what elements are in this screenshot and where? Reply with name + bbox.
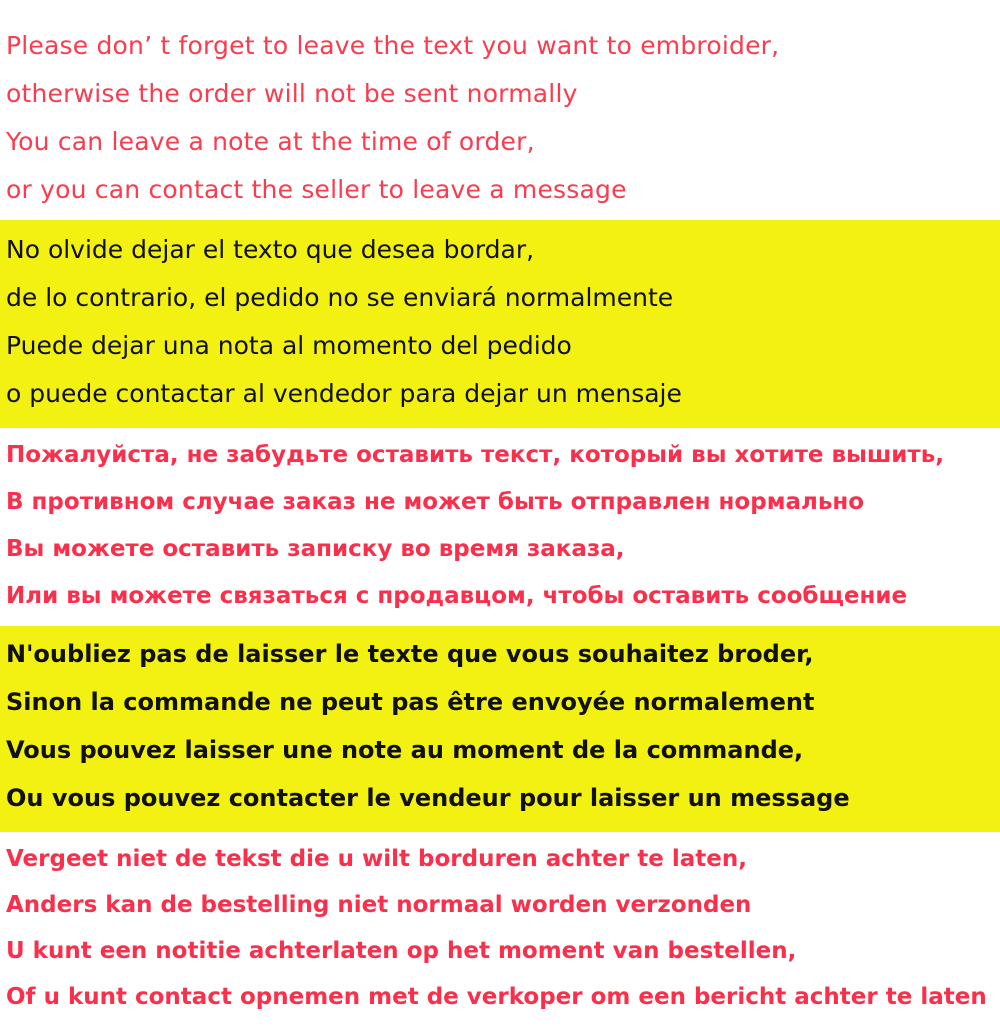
notice-line: Sinon la commande ne peut pas être envoyée normalement <box>6 688 815 716</box>
notice-line: Ou vous pouvez contacter le vendeur pour laisser un message <box>6 784 850 812</box>
notice-line: No olvide dejar el texto que desea bordar, <box>6 235 535 264</box>
notice-line: de lo contrario, el pedido no se enviará normalmente <box>6 283 674 312</box>
notice-line: В противном случае заказ не может быть отправлен нормально <box>6 489 865 515</box>
notice-line: Puede dejar una nota al momento del pedido <box>6 331 572 360</box>
notice-block-russian <box>0 428 1000 626</box>
notice-line: Vous pouvez laisser une note au moment de la commande, <box>6 736 804 764</box>
notice-line: Вы можете оставить записку во время заказа, <box>6 536 625 562</box>
notice-line: Пожалуйста, не забудьте оставить текст, который вы хотите вышить, <box>6 442 945 468</box>
notice-line: o puede contactar al vendedor para dejar un mensaje <box>6 379 682 408</box>
notice-line: You can leave a note at the time of order, <box>6 127 535 156</box>
notice-line: U kunt een notitie achterlaten op het moment van bestellen, <box>6 938 797 964</box>
notice-line: Of u kunt contact opnemen met de verkoper om een bericht achter te laten <box>6 984 987 1010</box>
notice-block-french <box>0 626 1000 832</box>
notice-line: N'oubliez pas de laisser le texte que vous souhaitez broder, <box>6 640 814 668</box>
notice-line: Anders kan de bestelling niet normaal worden verzonden <box>6 892 752 918</box>
notice-line: or you can contact the seller to leave a message <box>6 175 627 204</box>
notice-line: Vergeet niet de tekst die u wilt borduren achter te laten, <box>6 846 747 872</box>
notice-block-spanish <box>0 220 1000 428</box>
notice-block-dutch <box>0 832 1000 1028</box>
notice-block-english <box>0 0 1000 220</box>
notice-line: Или вы можете связаться с продавцом, чтобы оставить сообщение <box>6 583 908 609</box>
notice-line: Please don’ t forget to leave the text you want to embroider, <box>6 31 780 60</box>
notice-line: otherwise the order will not be sent normally <box>6 79 578 108</box>
